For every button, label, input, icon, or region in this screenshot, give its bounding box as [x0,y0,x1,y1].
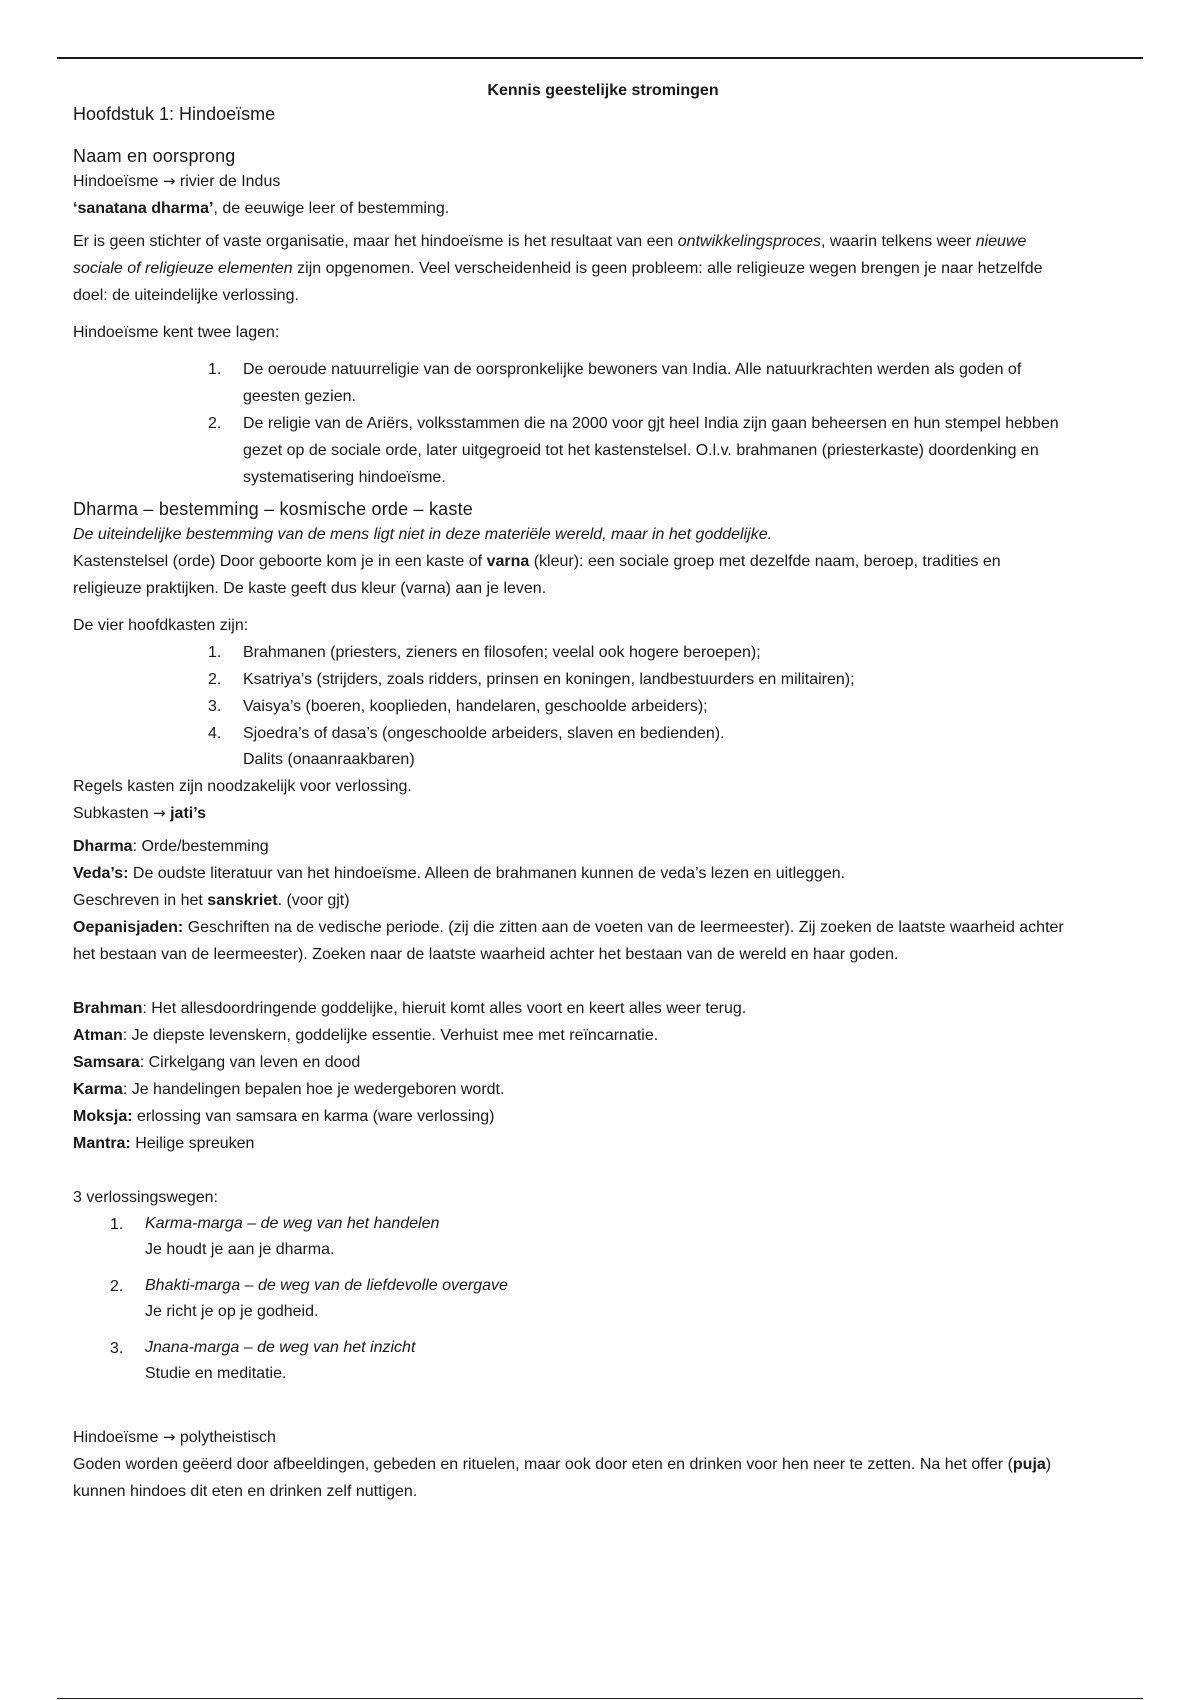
dharma-italic-line: De uiteindelijke bestemming van de mens ligt niet in deze materiële wereld, maar in het goddelijke. [73,526,773,543]
document-title: Kennis geestelijke stromingen [487,82,719,99]
castes-intro: De vier hoofdkasten zijn: [73,617,249,634]
list-item: 4. Sjoedra’s of dasa’s (ongeschoolde arbeiders, slaven en bedienden). [208,725,725,742]
term-mantra: Mantra: Heilige spreuken [73,1135,255,1152]
term-brahman: Brahman: Het allesdoordringende goddelijke, hieruit komt alles voort en keert alles weer terug. [73,1000,747,1017]
arrow-icon: → [162,1428,176,1446]
document-page [73,80,1073,1505]
list-item: 3. Jnana-marga – de weg van het inzicht Studie en meditatie. [110,1339,416,1382]
offer-paragraph: Goden worden geëerd door afbeeldingen, gebeden en rituelen, maar ook door eten en drinken voor hen neer te zetten. Na het offer (puja) kunnen hindoes dit eten en drinken zelf nuttigen. [73,1456,1052,1500]
list-item: 1. Karma-marga – de weg van het handelen Je houdt je aan je dharma. [110,1215,440,1258]
top-rule [57,57,1143,59]
arrow-icon: → [153,804,166,822]
ways-intro: 3 verlossingswegen: [73,1189,218,1206]
rules-line: Regels kasten zijn noodzakelijk voor verlossing. [73,778,412,795]
polytheism-line: Hindoeïsme → polytheistisch [73,1428,276,1446]
layers-list [73,356,1073,491]
term-atman: Atman: Je diepste levenskern, goddelijke essentie. Verhuist mee met reïncarnatie. [73,1027,659,1044]
list-item: 1. Brahmanen (priesters, zieners en filosofen; veelal ook hogere beroepen); [208,644,761,661]
bottom-rule [57,1698,1143,1699]
term-upanishads: Oepanisjaden: Geschriften na de vedische periode. (zij die zitten aan de voeten van de leermeester). Zij zoeken de laatste waarheid achter het bestaan van de leermeester). Zoeken naar de laatste waarheid achter het bestaan van de wereld en haar goden. [73,919,1064,963]
term-dharma: Dharma: Orde/bestemming [73,838,269,855]
subcastes-line: Subkasten → jati’s [73,804,206,822]
castes-list [73,639,1073,747]
arrow-icon: → [162,172,176,190]
origin-line: Hindoeïsme → rivier de Indus [73,172,281,190]
list-item: 3. Vaisya’s (boeren, kooplieden, handelaren, geschoolde arbeiders); [208,698,708,715]
chapter-heading: Hoofdstuk 1: Hindoeïsme [73,104,276,124]
layers-intro: Hindoeïsme kent twee lagen: [73,324,280,341]
origin-paragraph: Er is geen stichter of vaste organisatie, maar het hindoeïsme is het resultaat van een ontwikkelingsproces, waarin telkens weer nieuwe sociale of religieuze elementen zijn opgenomen. Veel verscheidenheid is geen probleem: alle religieuze wegen brengen je naar hetzelfde doel: de uiteindelijke verlossing. [73,233,1043,304]
dalits-line: Dalits (onaanraakbaren) [243,751,415,768]
term-samsara: Samsara: Cirkelgang van leven en dood [73,1054,361,1071]
list-item: 2. Bhakti-marga – de weg van de liefdevolle overgave Je richt je op je godheid. [110,1277,508,1320]
written-line: Geschreven in het sanskriet. (voor gjt) [73,892,350,909]
list-item: 2. De religie van de Ariërs, volksstammen die na 2000 voor gjt heel India zijn gaan beheersen en hun stempel hebben gezet op de sociale orde, later uitgegroeid tot het kastenstelsel. O.l.v. brahmanen (priesterkaste) doordenking en systematisering hindoeïsme. [208,415,1059,486]
ways-list [73,1211,1073,1387]
section-heading-dharma: Dharma – bestemming – kosmische orde – kaste [73,499,473,519]
list-item: 1. De oeroude natuurreligie van de oorspronkelijke bewoners van India. Alle natuurkrachten werden als goden of geesten gezien. [208,361,1022,405]
term-karma: Karma: Je handelingen bepalen hoe je wedergeboren wordt. [73,1081,505,1098]
list-item: 2. Ksatriya’s (strijders, zoals ridders, prinsen en koningen, landbestuurders en militairen); [208,671,855,688]
term-moksja: Moksja: erlossing van samsara en karma (ware verlossing) [73,1108,495,1125]
section-heading-origin: Naam en oorsprong [73,146,236,166]
sanatana-line: ‘sanatana dharma’, de eeuwige leer of bestemming. [73,200,450,217]
caste-paragraph: Kastenstelsel (orde) Door geboorte kom je in een kaste of varna (kleur): een sociale groep met dezelfde naam, beroep, tradities en religieuze praktijken. De kaste geeft dus kleur (varna) aan je leven. [73,553,1001,597]
term-vedas: Veda’s: De oudste literatuur van het hindoeïsme. Alleen de brahmanen kunnen de veda’s lezen en uitleggen. [73,865,846,882]
